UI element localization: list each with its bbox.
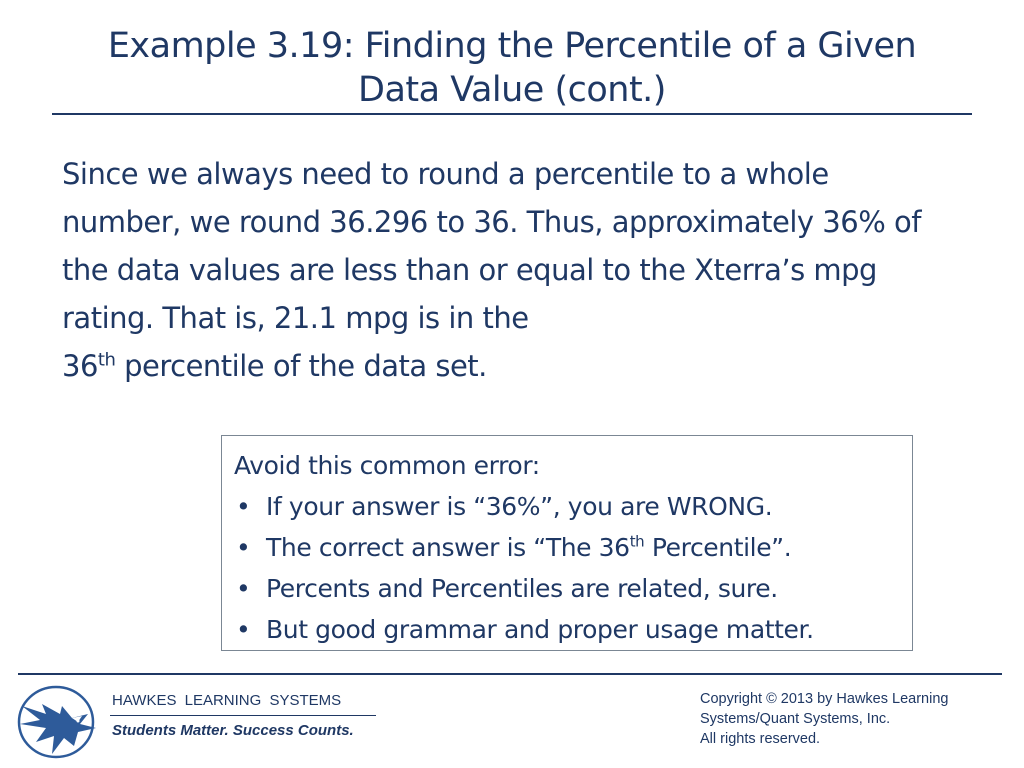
brand-tagline: Students Matter. Success Counts. xyxy=(112,722,354,739)
copyright-notice xyxy=(700,689,1010,749)
error-item-text: But good grammar and proper usage matter. xyxy=(266,615,814,644)
copyright-line-1: Copyright © 2013 by Hawkes Learning xyxy=(700,691,949,707)
bullet-icon: • xyxy=(236,574,251,603)
bullet-icon: • xyxy=(236,533,251,562)
body-text-part-2: percentile of the data set. xyxy=(115,349,487,383)
brand-name: HAWKES LEARNING SYSTEMS xyxy=(112,692,342,709)
slide-title-line-2: Data Value (cont.) xyxy=(358,70,666,110)
common-error-box xyxy=(221,435,913,651)
error-item-text-after: Percentile”. xyxy=(644,533,792,562)
slide-title xyxy=(60,24,964,112)
error-item-text: If your answer is “36%”, you are WRONG. xyxy=(266,492,773,521)
hawk-logo-icon xyxy=(16,684,102,760)
brand-underline xyxy=(110,715,376,716)
error-item-superscript: th xyxy=(629,532,645,551)
bullet-icon: • xyxy=(236,615,251,644)
copyright-line-2: Systems/Quant Systems, Inc. xyxy=(700,711,891,727)
error-item-text: Percents and Percentiles are related, sure. xyxy=(266,574,778,603)
error-item-text-before: The correct answer is “The 36 xyxy=(266,533,630,562)
body-text-part-1: Since we always need to round a percentile to a whole number, we round 36.296 to 36. Thus, approximately 36% of the data values are less than or equal to the Xterra’s mpg rating. That is, 21.1 mpg is in the xyxy=(62,157,921,335)
error-list-item xyxy=(234,527,900,568)
error-box-heading: Avoid this common error: xyxy=(234,451,540,480)
title-divider xyxy=(52,113,972,115)
body-ordinal-suffix: th xyxy=(97,349,116,371)
footer-divider xyxy=(18,673,1002,675)
body-paragraph xyxy=(62,150,952,390)
error-list-item xyxy=(234,609,900,650)
slide-title-line-1: Example 3.19: Finding the Percentile of a Given xyxy=(107,26,917,66)
copyright-line-3: All rights reserved. xyxy=(700,731,821,747)
error-list xyxy=(234,486,900,650)
body-ordinal-number: 36 xyxy=(62,349,98,383)
error-list-item xyxy=(234,568,900,609)
bullet-icon: • xyxy=(236,492,251,521)
error-list-item xyxy=(234,486,900,527)
hawk-logo-graphic xyxy=(16,684,102,760)
